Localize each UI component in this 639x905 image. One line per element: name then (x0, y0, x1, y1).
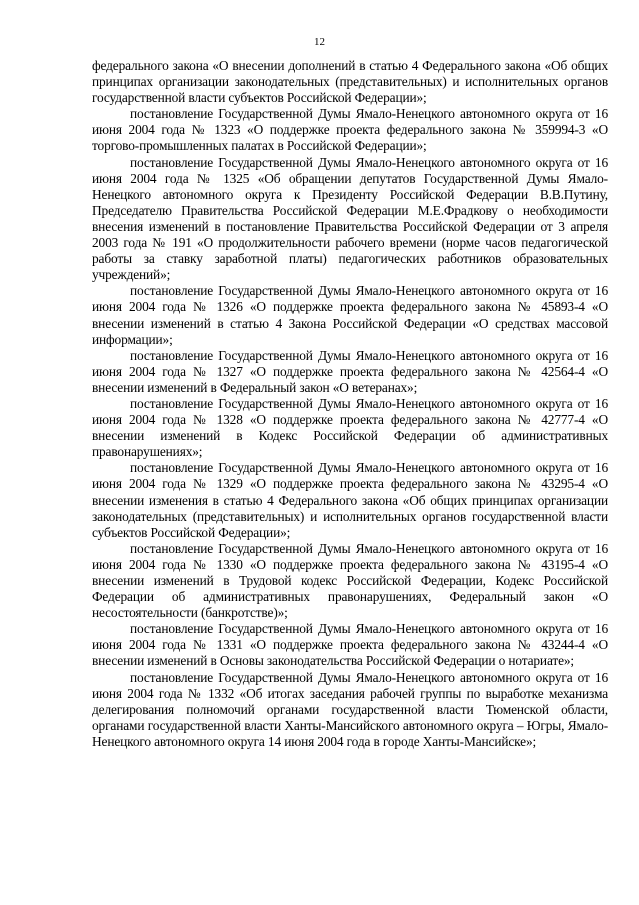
paragraph-resolution-1331: постановление Государственной Думы Ямало-Ненецкого автономного округа от 16 июня 2004 года № 1331 «О поддержке проекта федерального закона № 43244-4 «О внесении изменений в Основы законодательства Российской Федерации о нотариате»; (92, 621, 608, 669)
paragraph-resolution-1332: постановление Государственной Думы Ямало-Ненецкого автономного округа от 16 июня 2004 года № 1332 «Об итогах заседания рабочей группы по выработке механизма делегирования полномочий органами государственной власти Тюменской области, органами государственной власти Ханты-Мансийского автономного округа – Югры, Ямало-Ненецкого автономного округа 14 июня 2004 года в городе Ханты-Мансийске»; (92, 669, 608, 749)
paragraph-resolution-1329: постановление Государственной Думы Ямало-Ненецкого автономного округа от 16 июня 2004 года № 1329 «О поддержке проекта федерального закона № 43295-4 «О внесении изменения в статью 4 Федерального закона «Об общих принципах организации законодательных (представительных) и исполнительных органов государственной власти субъектов Российской Федерации»; (92, 460, 608, 540)
paragraph-resolution-1330: постановление Государственной Думы Ямало-Ненецкого автономного округа от 16 июня 2004 года № 1330 «О поддержке проекта федерального закона № 43195-4 «О внесении изменений в Трудовой кодекс Российской Федерации, Кодекс Российской Федерации об административных правонарушениях, Федеральный закон «О несостоятельности (банкротстве)»; (92, 540, 608, 621)
paragraph-resolution-1326: постановление Государственной Думы Ямало-Ненецкого автономного округа от 16 июня 2004 года № 1326 «О поддержке проекта федерального закона № 45893-4 «О внесении изменений в статью 4 Закона Российской Федерации «О средствах массовой информации»; (92, 283, 608, 347)
paragraph-continuation: федерального закона «О внесении дополнений в статью 4 Федерального закона «Об общих принципах организации законодательных (представительных) и исполнительных органов государственной власти субъектов Российской Федерации»; (92, 58, 608, 106)
paragraph-resolution-1323: постановление Государственной Думы Ямало-Ненецкого автономного округа от 16 июня 2004 года № 1323 «О поддержке проекта федерального закона № 359994-3 «О торгово-промышленных палатах в Российской Федерации»; (92, 106, 608, 154)
paragraph-resolution-1327: постановление Государственной Думы Ямало-Ненецкого автономного округа от 16 июня 2004 года № 1327 «О поддержке проекта федерального закона № 42564-4 «О внесении изменений в Федеральный закон «О ветеранах»; (92, 347, 608, 395)
paragraph-resolution-1328: постановление Государственной Думы Ямало-Ненецкого автономного округа от 16 июня 2004 года № 1328 «О поддержке проекта федерального закона № 42777-4 «О внесении изменений в Кодекс Российской Федерации об административных правонарушениях»; (92, 395, 608, 460)
paragraph-resolution-1325: постановление Государственной Думы Ямало-Ненецкого автономного округа от 16 июня 2004 года № 1325 «Об обращении депутатов Государственной Думы Ямало-Ненецкого автономного округа к Президенту Российской Федерации В.В.Путину, Председателю Правительства Российской Федерации М.Е.Фрадкову о необходимости внесения изменений в постановление Правительства Российской Федерации от 3 апреля 2003 года № 191 «О продолжительности рабочего времени (норме часов педагогической работы за ставку заработной платы) педагогических работников образовательных учреждений»; (92, 154, 608, 283)
document-body (92, 58, 608, 750)
page-number: 12 (314, 36, 325, 48)
